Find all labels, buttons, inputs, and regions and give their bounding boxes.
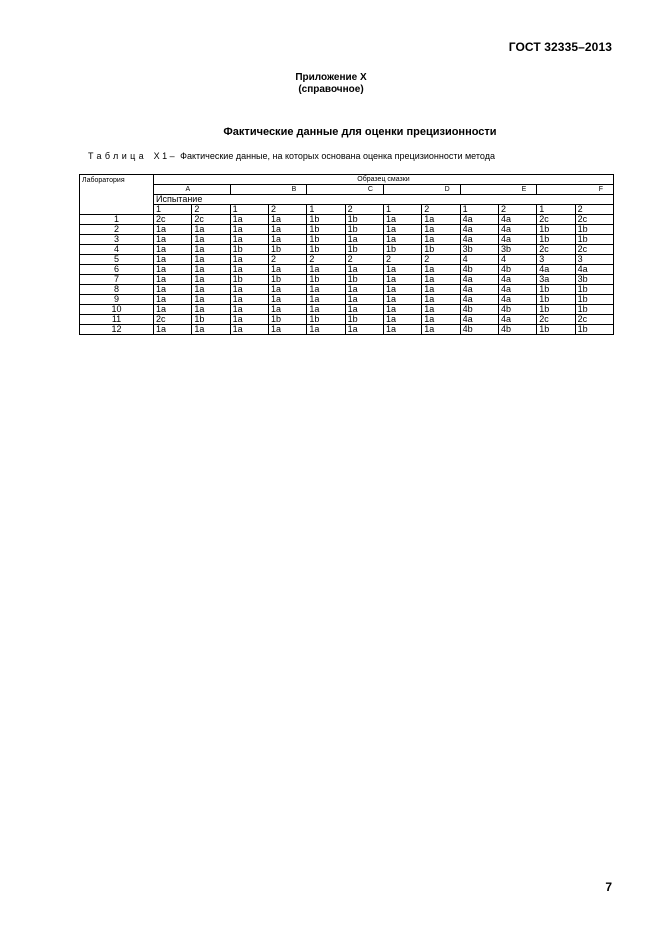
result-cell: 1a	[230, 285, 268, 295]
result-cell: 2c	[537, 315, 575, 325]
result-cell: 1a	[230, 255, 268, 265]
lab-number-cell: 1	[80, 215, 154, 225]
appendix-heading	[0, 72, 662, 96]
result-cell: 1a	[154, 245, 192, 255]
result-cell: 1a	[230, 265, 268, 275]
result-cell: 1a	[422, 315, 460, 325]
lab-number-cell: 4	[80, 245, 154, 255]
result-cell: 4a	[460, 235, 498, 245]
result-cell: 1a	[230, 295, 268, 305]
result-cell: 1a	[230, 215, 268, 225]
lab-number-cell: 6	[80, 265, 154, 275]
result-cell: 1a	[268, 325, 306, 335]
lab-number-cell: 11	[80, 315, 154, 325]
header-row-test	[80, 195, 614, 205]
lab-number-cell: 7	[80, 275, 154, 285]
result-cell: 1a	[345, 305, 383, 315]
result-cell: 4a	[498, 285, 536, 295]
test-number-header: 1	[154, 205, 192, 215]
result-cell: 1b	[268, 245, 306, 255]
test-number-header: 1	[307, 205, 345, 215]
result-cell: 1b	[268, 315, 306, 325]
result-cell: 1a	[383, 315, 421, 325]
result-cell: 1b	[345, 225, 383, 235]
result-cell: 1b	[537, 295, 575, 305]
result-cell: 1a	[268, 265, 306, 275]
result-cell: 1a	[383, 325, 421, 335]
result-cell: 1b	[537, 285, 575, 295]
sample-letter-header: D	[383, 185, 460, 195]
test-number-header: 2	[575, 205, 613, 215]
result-cell: 1a	[383, 285, 421, 295]
result-cell: 4a	[498, 315, 536, 325]
result-cell: 1a	[154, 305, 192, 315]
result-cell: 1a	[383, 265, 421, 275]
result-cell: 4	[498, 255, 536, 265]
result-cell: 1a	[345, 235, 383, 245]
test-number-header: 2	[268, 205, 306, 215]
result-cell: 2	[307, 255, 345, 265]
result-cell: 3b	[460, 245, 498, 255]
lab-number-cell: 2	[80, 225, 154, 235]
result-cell: 1a	[345, 295, 383, 305]
result-cell: 1a	[192, 295, 230, 305]
result-cell: 2c	[154, 315, 192, 325]
result-cell: 1a	[268, 215, 306, 225]
result-cell: 4a	[460, 285, 498, 295]
result-cell: 1a	[154, 295, 192, 305]
result-cell: 1a	[192, 265, 230, 275]
section-title: Фактические данные для оценки прецизионности	[223, 126, 497, 138]
result-cell: 1b	[575, 325, 613, 335]
table-row	[80, 265, 614, 275]
result-cell: 1a	[422, 295, 460, 305]
result-cell: 1a	[192, 245, 230, 255]
result-cell: 1b	[537, 325, 575, 335]
table-caption-number: X 1 –	[153, 151, 175, 161]
result-cell: 2c	[192, 215, 230, 225]
test-number-header: 2	[345, 205, 383, 215]
result-cell: 2	[345, 255, 383, 265]
result-cell: 1b	[307, 215, 345, 225]
result-cell: 4a	[498, 225, 536, 235]
test-number-header: 2	[498, 205, 536, 215]
result-cell: 4a	[498, 235, 536, 245]
header-row-test-numbers	[80, 205, 614, 215]
result-cell: 1a	[268, 295, 306, 305]
result-cell: 2c	[537, 245, 575, 255]
result-cell: 1a	[192, 325, 230, 335]
result-cell: 1a	[268, 235, 306, 245]
result-cell: 1b	[422, 245, 460, 255]
result-cell: 1a	[345, 285, 383, 295]
result-cell: 1b	[230, 245, 268, 255]
result-cell: 1b	[575, 295, 613, 305]
result-cell: 1a	[307, 285, 345, 295]
result-cell: 1a	[422, 215, 460, 225]
result-cell: 1a	[383, 225, 421, 235]
result-cell: 1a	[422, 305, 460, 315]
result-cell: 1a	[230, 325, 268, 335]
result-cell: 1a	[268, 285, 306, 295]
result-cell: 2c	[575, 315, 613, 325]
result-cell: 4b	[498, 265, 536, 275]
table-caption-label: Таблица	[88, 151, 148, 161]
result-cell: 1a	[422, 325, 460, 335]
result-cell: 4a	[498, 275, 536, 285]
result-cell: 1a	[192, 255, 230, 265]
result-cell: 1a	[268, 225, 306, 235]
appendix-title: Приложение X	[295, 72, 367, 83]
result-cell: 4b	[498, 305, 536, 315]
result-cell: 2	[422, 255, 460, 265]
lab-number-cell: 9	[80, 295, 154, 305]
result-cell: 1b	[307, 315, 345, 325]
result-cell: 1a	[230, 305, 268, 315]
result-cell: 1a	[154, 325, 192, 335]
result-cell: 1b	[537, 235, 575, 245]
result-cell: 1a	[154, 275, 192, 285]
result-cell: 1a	[422, 225, 460, 235]
result-cell: 1b	[537, 225, 575, 235]
lab-number-cell: 5	[80, 255, 154, 265]
result-cell: 3a	[537, 275, 575, 285]
result-cell: 2c	[575, 215, 613, 225]
table-row	[80, 305, 614, 315]
result-cell: 1b	[345, 215, 383, 225]
table-row	[80, 285, 614, 295]
result-cell: 1b	[575, 305, 613, 315]
result-cell: 1a	[383, 305, 421, 315]
header-row-sample-letters	[80, 185, 614, 195]
result-cell: 2c	[575, 245, 613, 255]
lab-number-cell: 3	[80, 235, 154, 245]
result-cell: 2c	[154, 215, 192, 225]
result-cell: 1a	[422, 285, 460, 295]
result-cell: 1a	[307, 325, 345, 335]
result-cell: 1b	[575, 235, 613, 245]
result-cell: 4	[460, 255, 498, 265]
result-cell: 1b	[192, 315, 230, 325]
test-number-header: 2	[192, 205, 230, 215]
test-number-header: 1	[383, 205, 421, 215]
result-cell: 3b	[575, 275, 613, 285]
table-row	[80, 325, 614, 335]
lab-column-header: Лаборатория	[80, 175, 154, 215]
result-cell: 2c	[537, 215, 575, 225]
result-cell: 1a	[383, 295, 421, 305]
table-row	[80, 315, 614, 325]
sample-letter-header: C	[307, 185, 384, 195]
result-cell: 1a	[345, 265, 383, 275]
result-cell: 3b	[498, 245, 536, 255]
table-row	[80, 275, 614, 285]
table-row	[80, 295, 614, 305]
result-cell: 4a	[498, 295, 536, 305]
lab-number-cell: 8	[80, 285, 154, 295]
table-row	[80, 235, 614, 245]
result-cell: 1a	[422, 265, 460, 275]
result-cell: 4a	[537, 265, 575, 275]
result-cell: 1a	[230, 315, 268, 325]
result-cell: 1b	[307, 225, 345, 235]
sample-letter-header: B	[230, 185, 307, 195]
result-cell: 1a	[307, 295, 345, 305]
result-cell: 1b	[537, 305, 575, 315]
result-cell: 1b	[575, 225, 613, 235]
test-number-header: 1	[230, 205, 268, 215]
table-row	[80, 255, 614, 265]
result-cell: 4b	[460, 325, 498, 335]
result-cell: 1b	[307, 275, 345, 285]
result-cell: 1a	[383, 275, 421, 285]
test-number-header: 2	[422, 205, 460, 215]
result-cell: 4b	[460, 305, 498, 315]
sample-letter-header: E	[460, 185, 537, 195]
result-cell: 1b	[268, 275, 306, 285]
result-cell: 2	[268, 255, 306, 265]
page-number: 7	[605, 880, 612, 894]
result-cell: 3	[575, 255, 613, 265]
result-cell: 1b	[345, 275, 383, 285]
result-cell: 4a	[460, 275, 498, 285]
result-cell: 1a	[192, 285, 230, 295]
result-cell: 1b	[307, 245, 345, 255]
result-cell: 1a	[154, 255, 192, 265]
result-cell: 1b	[345, 315, 383, 325]
appendix-subtitle: (справочное)	[298, 84, 364, 95]
precision-data-table-wrapper	[79, 174, 614, 335]
result-cell: 1a	[307, 305, 345, 315]
result-cell: 1a	[383, 215, 421, 225]
result-cell: 1a	[154, 265, 192, 275]
lab-number-cell: 10	[80, 305, 154, 315]
result-cell: 1a	[383, 235, 421, 245]
result-cell: 4b	[498, 325, 536, 335]
result-cell: 4a	[498, 215, 536, 225]
result-cell: 1a	[422, 275, 460, 285]
result-cell: 4a	[460, 225, 498, 235]
result-cell: 3	[537, 255, 575, 265]
result-cell: 1b	[345, 245, 383, 255]
result-cell: 1b	[230, 275, 268, 285]
test-number-header: 1	[537, 205, 575, 215]
result-cell: 1b	[307, 235, 345, 245]
result-cell: 1b	[383, 245, 421, 255]
sample-letter-header: A	[154, 185, 231, 195]
result-cell: 1a	[192, 305, 230, 315]
result-cell: 1a	[154, 225, 192, 235]
result-cell: 1a	[192, 275, 230, 285]
table-caption-text: Фактические данные, на которых основана оценка прецизионности метода	[180, 151, 495, 161]
result-cell: 1a	[345, 325, 383, 335]
lab-number-cell: 12	[80, 325, 154, 335]
result-cell: 1a	[268, 305, 306, 315]
result-cell: 1a	[422, 235, 460, 245]
result-cell: 4a	[460, 315, 498, 325]
test-column-header: Испытание	[154, 195, 614, 205]
table-row	[80, 225, 614, 235]
result-cell: 1a	[230, 235, 268, 245]
table-caption	[88, 151, 495, 161]
test-number-header: 1	[460, 205, 498, 215]
result-cell: 2	[383, 255, 421, 265]
result-cell: 1a	[307, 265, 345, 275]
result-cell: 4a	[460, 295, 498, 305]
result-cell: 1a	[154, 285, 192, 295]
result-cell: 1a	[192, 225, 230, 235]
table-row	[80, 215, 614, 225]
result-cell: 1a	[192, 235, 230, 245]
header-row-sample	[80, 175, 614, 185]
result-cell: 4a	[460, 215, 498, 225]
result-cell: 4a	[575, 265, 613, 275]
result-cell: 1b	[575, 285, 613, 295]
precision-data-table	[79, 174, 614, 335]
sample-letter-header: F	[537, 185, 614, 195]
sample-column-header: Образец смазки	[154, 175, 614, 185]
result-cell: 4b	[460, 265, 498, 275]
document-code: ГОСТ 32335–2013	[508, 40, 612, 54]
result-cell: 1a	[154, 235, 192, 245]
result-cell: 1a	[230, 225, 268, 235]
table-row	[80, 245, 614, 255]
